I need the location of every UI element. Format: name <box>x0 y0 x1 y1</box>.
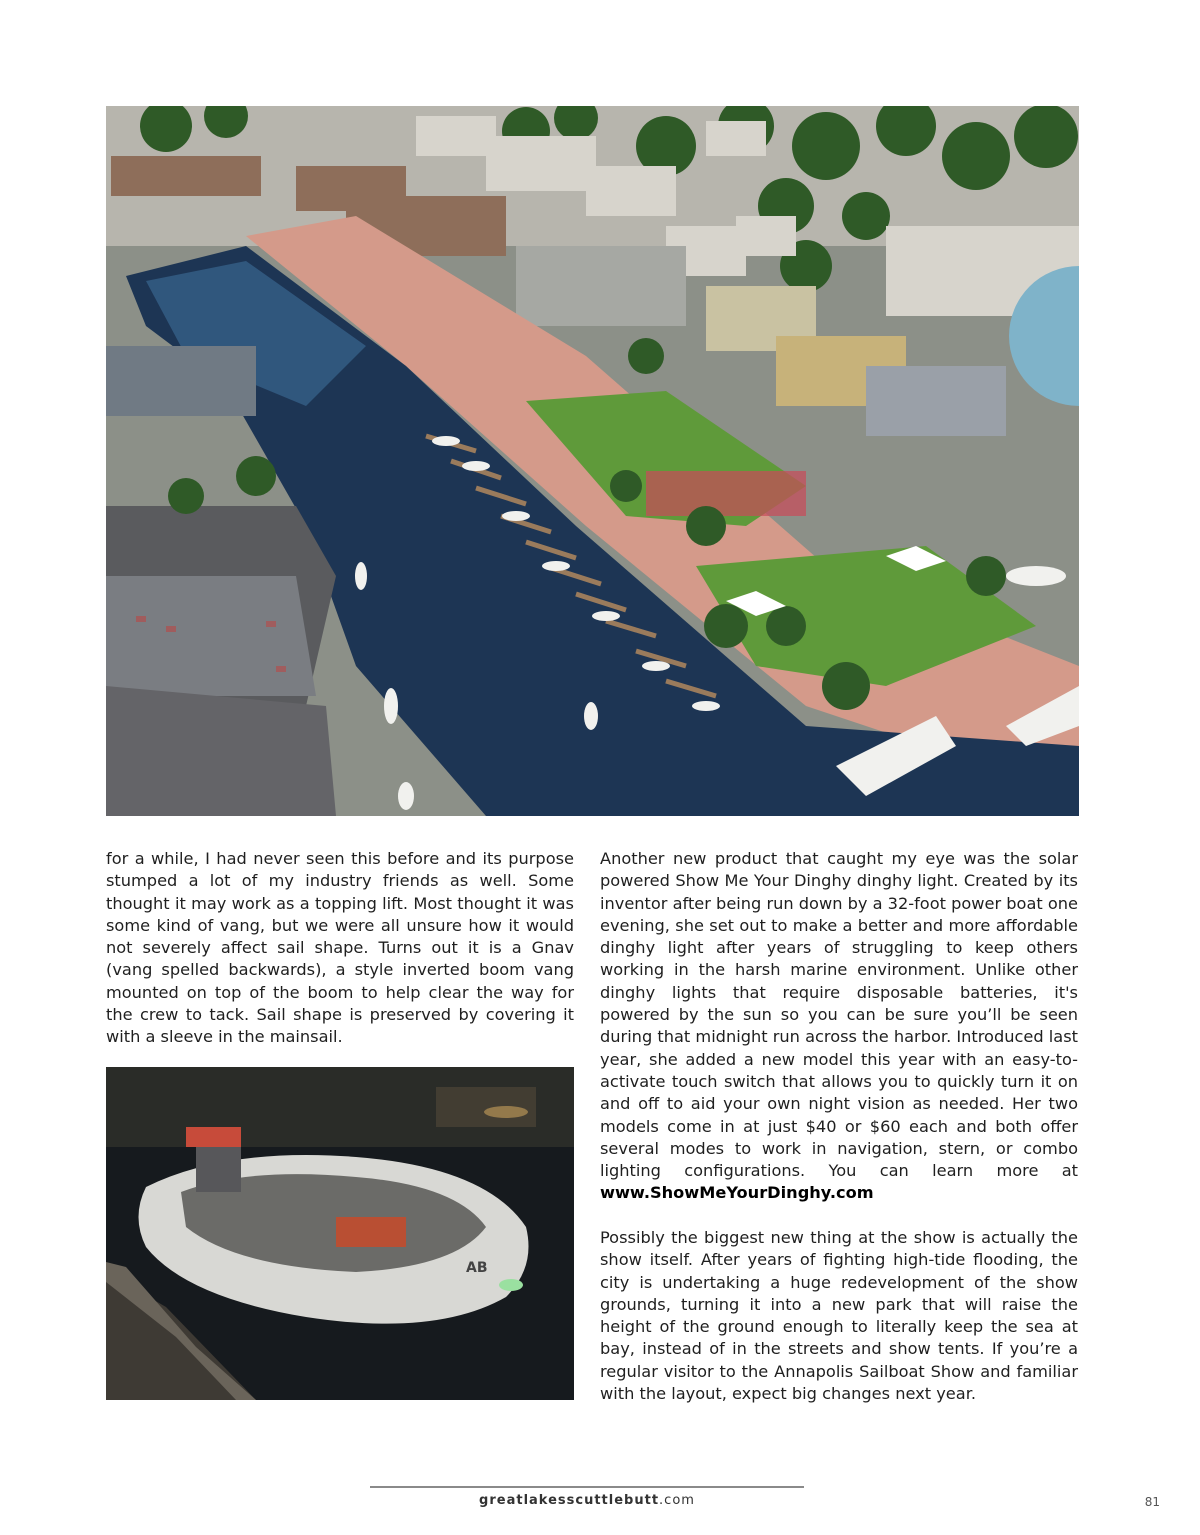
footer-site-name: greatlakesscuttlebutt <box>479 1493 660 1508</box>
dinghy-photo <box>106 1067 574 1400</box>
svg-text:AB: AB <box>466 1260 488 1276</box>
show-me-your-dinghy-link[interactable]: www.ShowMeYourDinghy.com <box>600 1183 874 1203</box>
footer-divider <box>370 1486 804 1488</box>
article-column-right-paragraph-1 <box>600 848 1078 1205</box>
article-column-left: for a while, I had never seen this before and its purpose stumped a lot of my industry friends as well. Some thought it may work as a topping lift. Most thought it was some kind of vang, but we were all unsure how it would not severely affect sail shape. Turns out it is a Gnav (vang spelled backwards), a style inverted boom vang mounted on top of the boom to help clear the way for the crew to tack. Sail shape is preserved by covering it with a sleeve in the mainsail. <box>106 849 574 1047</box>
article-column-right-paragraph-2: Possibly the biggest new thing at the show is actually the show itself. After years of fighting high-tide flooding, the city is undertaking a huge redevelopment of the show grounds, turning it into a new park that will raise the height of the ground enough to literally keep the sea at bay, instead of in the streets and show tents. If you’re a regular visitor to the Annapolis Sailboat Show and familiar with the layout, expect big changes next year. <box>600 1228 1078 1404</box>
footer-site-tld: .com <box>659 1493 695 1508</box>
footer-site-url[interactable] <box>370 1493 804 1508</box>
waterfront-aerial-rendering <box>106 106 1079 816</box>
dinghy-light-paragraph: Another new product that caught my eye was the solar powered Show Me Your Dinghy dinghy light. Created by its inventor after being run down by a 32-foot power boat one evening, she set out to make a better and more affordable dinghy light after years of struggling to keep others working in the harsh marine environment. Unlike other dinghy lights that require disposable batteries, it's powered by the sun so you can be sure you’ll be seen during that midnight run across the harbor. Introduced last year, she added a new model this year with an easy-to-activate touch switch that allows you to quickly turn it on and off to aid your own night vision as needed. Her two models come in at just $40 or $60 each and both offer several modes to work in navigation, stern, or combo lighting configurations. You can learn more at <box>600 849 1078 1181</box>
page-number: 81 <box>1144 1495 1160 1509</box>
